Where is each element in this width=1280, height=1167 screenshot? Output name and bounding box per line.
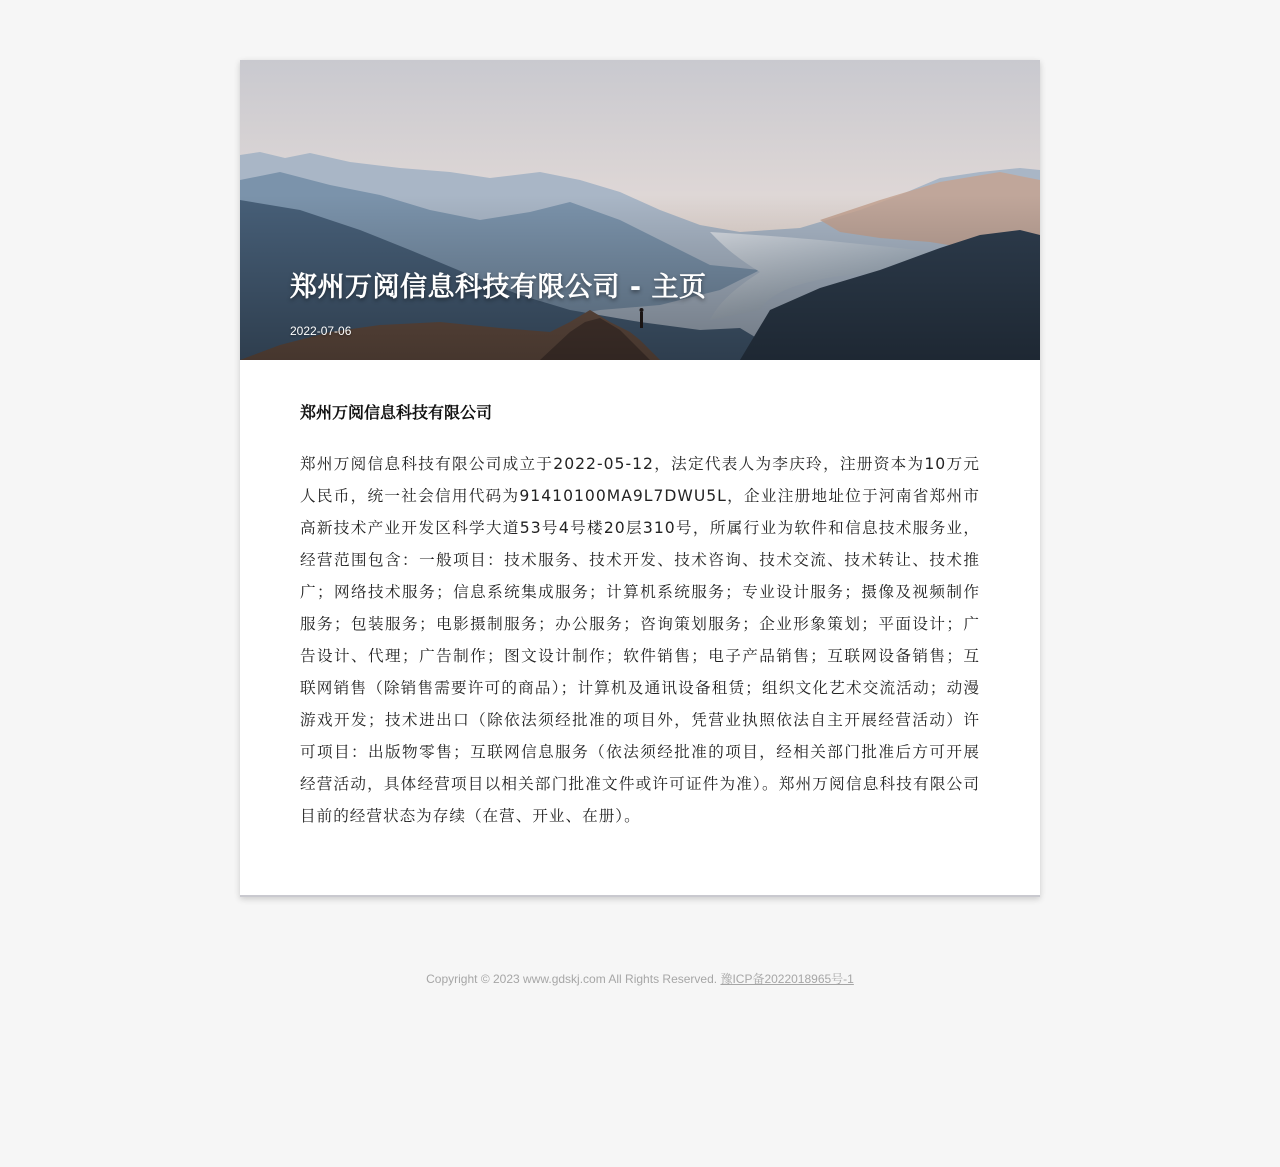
main-card (240, 60, 1040, 897)
article-content (300, 400, 980, 832)
page-title: 郑州万阅信息科技有限公司 - 主页 (290, 272, 707, 303)
footer (0, 970, 1280, 987)
hero-banner (240, 60, 1040, 360)
icp-license-link[interactable]: 豫ICP备2022018965号-1 (720, 972, 854, 986)
publish-date: 2022-07-06 (290, 324, 352, 338)
copyright-text: Copyright © 2023 www.gdskj.com All Rights Reserved. (426, 972, 718, 986)
company-description: 郑州万阅信息科技有限公司成立于2022-05-12，法定代表人为李庆玲，注册资本为10万元人民币，统一社会信用代码为91410100MA9L7DWU5L，企业注册地址位于河南省郑州市高新技术产业开发区科学大道53号4号楼20层310号，所属行业为软件和信息技术服务业，经营范围包含：一般项目：技术服务、技术开发、技术咨询、技术交流、技术转让、技术推广；网络技术服务；信息系统集成服务；计算机系统服务；专业设计服务；摄像及视频制作服务；包装服务；电影摄制服务；办公服务；咨询策划服务；企业形象策划；平面设计；广告设计、代理；广告制作；图文设计制作；软件销售；电子产品销售；互联网设备销售；互联网销售（除销售需要许可的商品）；计算机及通讯设备租赁；组织文化艺术交流活动；动漫游戏开发；技术进出口（除依法须经批准的项目外，凭营业执照依法自主开展经营活动）许可项目：出版物零售；互联网信息服务（依法须经批准的项目，经相关部门批准后方可开展经营活动，具体经营项目以相关部门批准文件或许可证件为准）。郑州万阅信息科技有限公司目前的经营状态为存续（在营、开业、在册）。 (300, 455, 980, 825)
company-heading: 郑州万阅信息科技有限公司 (300, 403, 493, 422)
hero-landscape-image (240, 60, 1040, 360)
